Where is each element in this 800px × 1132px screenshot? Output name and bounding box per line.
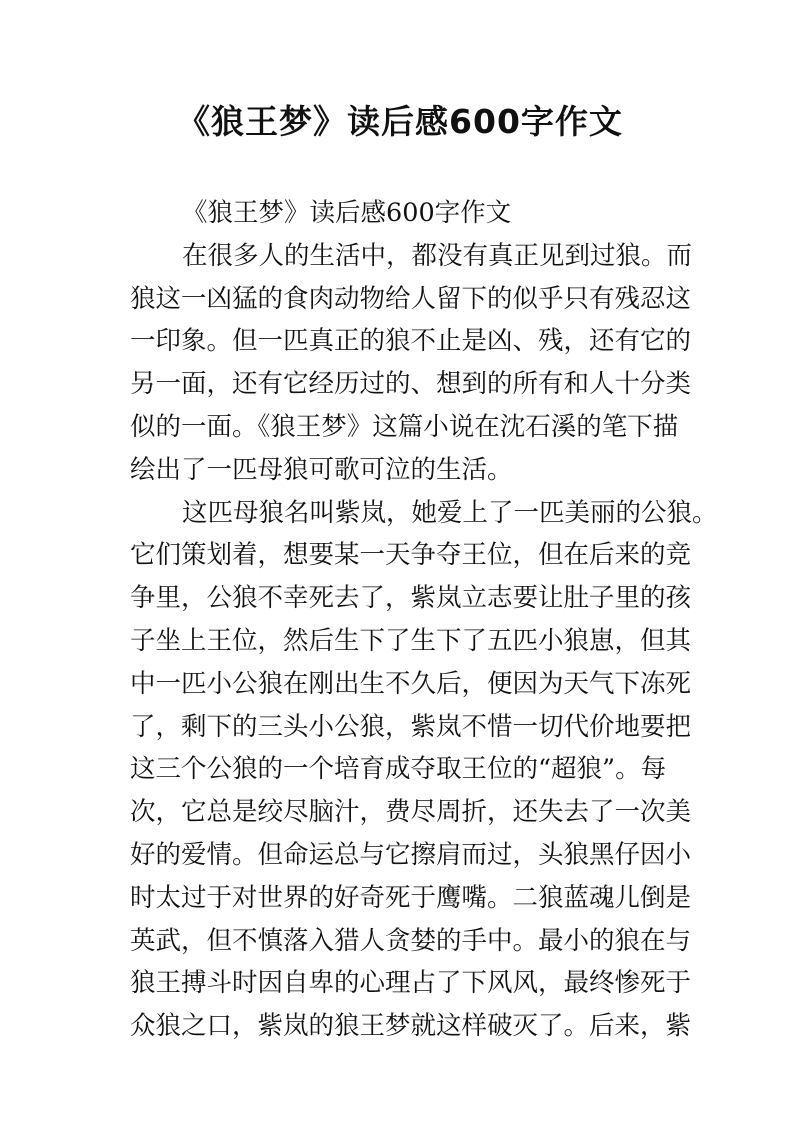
text-line: 时太过于对世界的好奇死于鹰嘴。二狼蓝魂儿倒是 (130, 882, 692, 913)
paragraph (130, 492, 718, 1048)
text-line: 子坐上王位，然后生下了生下了五匹小狼崽，但其 (130, 625, 692, 656)
document-subtitle: 《狼王梦》读后感600字作文 (182, 198, 512, 228)
text-line: 英武，但不慎落入猎人贪婪的手中。最小的狼在与 (130, 925, 692, 956)
text-line: 这三个公狼的一个培育成夺取王位的“超狼”。每 (130, 754, 667, 785)
text-line: 在很多人的生活中，都没有真正见到过狼。而 (182, 240, 693, 271)
text-line: 好的爱情。但命运总与它擦肩而过，头狼黑仔因小 (130, 839, 692, 870)
document-title: 《狼王梦》读后感600字作文 (177, 102, 623, 141)
text-line: 另一面，还有它经历过的、想到的所有和人十分类 (130, 369, 692, 400)
text-line: 它们策划着，想要某一天争夺王位，但在后来的竞 (130, 540, 692, 571)
paragraph (130, 235, 693, 492)
text-line: 争里，公狼不幸死去了，紫岚立志要让肚子里的孩 (130, 583, 692, 614)
text-line: 中一匹小公狼在刚出生不久后，便因为天气下冻死 (130, 668, 692, 699)
text-line: 次，它总是绞尽脑汁，费尽周折，还失去了一次美 (130, 797, 692, 828)
text-line: 一印象。但一匹真正的狼不止是凶、残，还有它的 (130, 326, 692, 357)
text-line: 这匹母狼名叫紫岚，她爱上了一匹美丽的公狼。 (182, 497, 718, 528)
text-line: 绘出了一匹母狼可歌可泣的生活。 (130, 454, 513, 485)
text-line: 了，剩下的三头小公狼，紫岚不惜一切代价地要把 (130, 711, 692, 742)
text-line: 似的一面。《狼王梦》这篇小说在沈石溪的笔下描 (130, 411, 679, 442)
text-line: 狼王搏斗时因自卑的心理占了下风风，最终惨死于 (130, 968, 692, 999)
document-body (130, 192, 718, 1048)
text-line: 众狼之口，紫岚的狼王梦就这样破灭了。后来，紫 (130, 1011, 692, 1042)
text-line: 狼这一凶猛的食肉动物给人留下的似乎只有残忍这 (130, 283, 692, 314)
